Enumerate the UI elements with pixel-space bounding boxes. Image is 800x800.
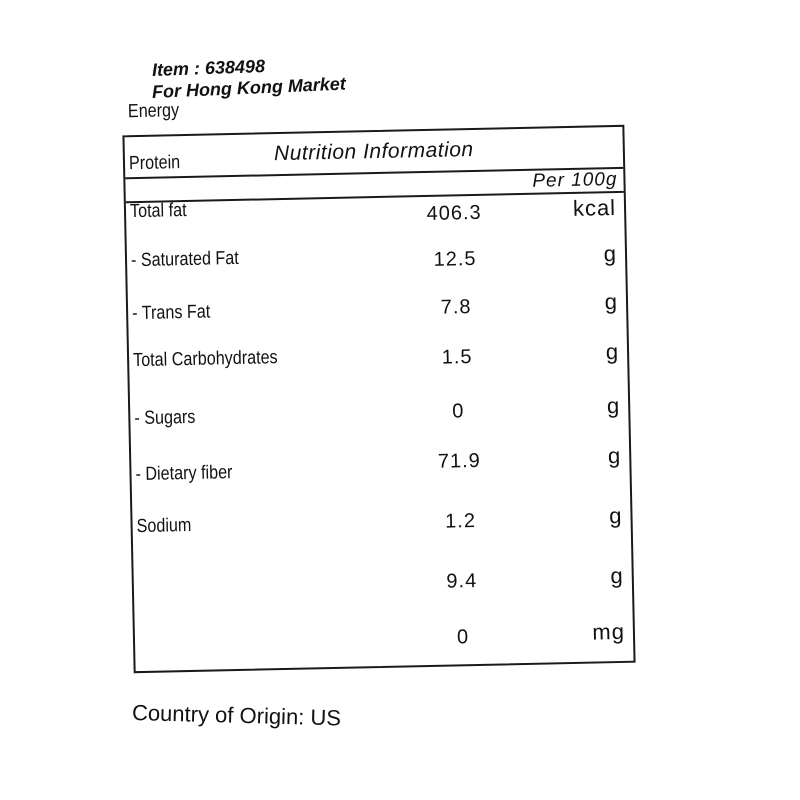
nutrient-unit: g: [604, 288, 619, 315]
nutrient-unit: mg: [592, 618, 626, 645]
nutrient-name: - Trans Fat: [131, 301, 211, 325]
nutrient-unit: kcal: [572, 194, 617, 221]
nutrition-table: [122, 100, 635, 673]
nutrient-name: - Saturated Fat: [130, 247, 239, 272]
nutrient-name: - Sugars: [134, 406, 196, 430]
nutrient-value: 1.2: [444, 509, 477, 533]
nutrient-name: - Dietary fiber: [135, 462, 233, 486]
nutrient-name: Protein: [128, 152, 181, 175]
nutrient-unit: g: [608, 502, 623, 529]
nutrient-value: 7.8: [440, 296, 472, 319]
nutrient-value: 406.3: [426, 201, 482, 225]
nutrient-unit: g: [607, 442, 622, 469]
nutrient-name: Sodium: [136, 514, 192, 538]
nutrient-unit: g: [610, 562, 625, 589]
per-100g-label: Per 100g: [532, 168, 618, 192]
nutrition-title: Nutrition Information: [273, 137, 474, 166]
nutrient-value: 71.9: [437, 449, 482, 473]
nutrient-name: Total Carbohydrates: [132, 347, 278, 372]
nutrient-name: Total fat: [129, 199, 187, 223]
nutrient-name: Energy: [127, 100, 180, 123]
nutrient-unit: g: [605, 338, 620, 365]
nutrient-value: 0: [456, 626, 470, 649]
nutrient-value: 0: [451, 400, 465, 423]
nutrient-unit: g: [606, 392, 621, 419]
nutrient-value: 12.5: [433, 247, 477, 271]
item-number: Item : 638498: [151, 56, 266, 80]
nutrient-value: 1.5: [441, 346, 473, 369]
country-of-origin: Country of Origin: US: [131, 700, 342, 731]
nutrient-value: 9.4: [446, 569, 478, 593]
nutrient-unit: g: [603, 240, 618, 267]
market-label: For Hong Kong Market: [151, 73, 347, 102]
